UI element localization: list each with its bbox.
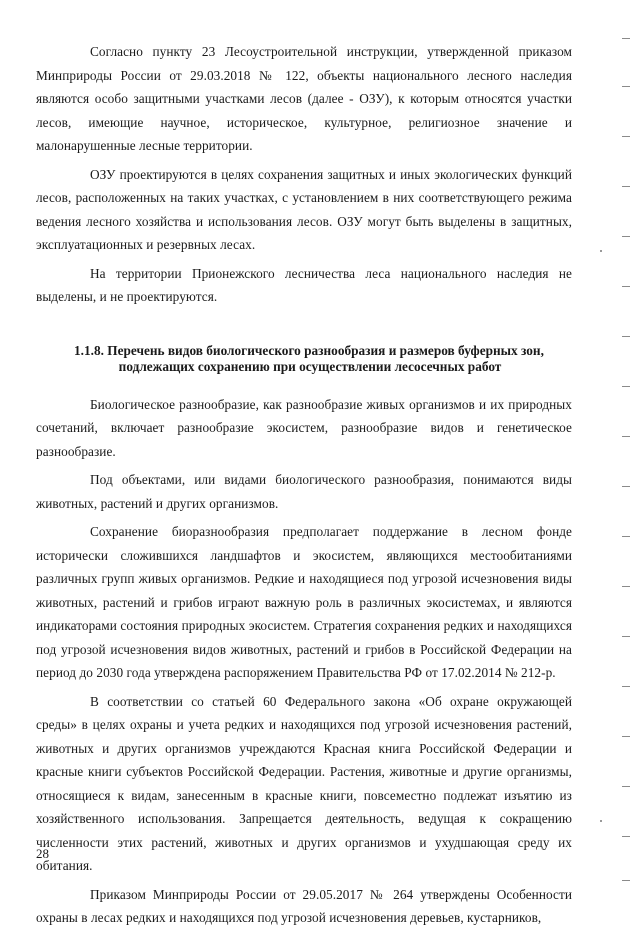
scan-edge-mark bbox=[622, 736, 630, 737]
page-number: 28 bbox=[36, 846, 49, 861]
scan-edge-mark bbox=[622, 286, 630, 287]
scan-edge-mark bbox=[622, 38, 630, 39]
document-body bbox=[36, 40, 572, 930]
scan-edge-mark bbox=[622, 86, 630, 87]
scan-edge-mark bbox=[622, 636, 630, 637]
section-heading-line2: подлежащих сохранению при осуществлении лесосечных работ bbox=[118, 358, 502, 374]
scan-speck bbox=[600, 250, 602, 252]
scan-edge-mark bbox=[622, 136, 630, 137]
section-heading-line1: 1.1.8. Перечень видов биологического разнообразия и размеров буферных зон, bbox=[74, 342, 544, 358]
scan-edge-mark bbox=[622, 880, 630, 881]
scan-edge-mark bbox=[622, 486, 630, 487]
scan-edge-mark bbox=[622, 386, 630, 387]
scan-speck bbox=[600, 820, 602, 822]
scan-edge-mark bbox=[622, 586, 630, 587]
section-heading bbox=[36, 343, 572, 375]
scan-edge-mark bbox=[622, 436, 630, 437]
scan-edge-mark bbox=[622, 836, 630, 837]
paragraph-prionezhsky: На территории Прионежского лесничества леса национального наследия не выделены, и не проектируются. bbox=[36, 265, 572, 304]
paragraph-order-264: Приказом Минприроды России от 29.05.2017 № 264 утверждены Особенности охраны в лесах редких и находящихся под угрозой исчезновения деревьев, кустарников, bbox=[36, 886, 572, 925]
paragraph-ozu-purpose: ОЗУ проектируются в целях сохранения защитных и иных экологических функций лесов, расположенных на таких участках, с установлением в них соответствующего режима ведения лесного хозяйства и использования лесов. ОЗУ могут быть выделены в защитных, эксплуатационных и резервных лесах. bbox=[36, 166, 572, 252]
scan-edge-mark bbox=[622, 236, 630, 237]
paragraph-biodiversity: Биологическое разнообразие, как разнообразие живых организмов и их природных сочетаний, включает разнообразие экосистем, разнообразие видов и генетическое разнообразие. bbox=[36, 396, 572, 459]
scan-edge-mark bbox=[622, 336, 630, 337]
paragraph-conservation: Сохранение биоразнообразия предполагает поддержание в лесном фонде исторически сложившихся ландшафтов и экосистем, являющихся местообитаниями различных групп живых организмов. Редкие и находящиеся под угрозой исчезновения виды животных, растений и грибов играют важную роль в различных экосистемах, и являются индикаторами состояния природных экосистем. Стратегия сохранения редких и находящихся под угрозой исчезновения видов животных, растений и грибов в Российской Федерации на период до 2030 года утверждена распоряжением Правительства РФ от 17.02.2014 № 212-р. bbox=[36, 524, 572, 680]
scan-edge-mark bbox=[622, 536, 630, 537]
paragraph-ozu-definition: Согласно пункту 23 Лесоустроительной инструкции, утвержденной приказом Минприроды России от 29.03.2018 № 122, объекты национального лесного наследия являются особо защитными участками лесов (далее - ОЗУ), к которым относятся участки лесов, имеющие научное, историческое, культурное, религиозное значение и малонарушенные лесные территории. bbox=[36, 44, 572, 153]
paragraph-federal-law: В соответствии со статьей 60 Федерального закона «Об охране окружающей среды» в целях охраны и учета редких и находящихся под угрозой исчезновения растений, животных и других организмов учреждаются Красная книга Российской Федерации и красные книги субъектов Российской Федерации. Растения, животные и другие организмы, относящиеся к видам, занесенным в красные книги, повсеместно подлежат изъятию из хозяйственного использования. Запрещается деятельность, ведущая к сокращению численности этих растений, животных и других организмов и ухудшающая среду их обитания. bbox=[36, 693, 572, 873]
scan-edge-mark bbox=[622, 186, 630, 187]
paragraph-objects: Под объектами, или видами биологического разнообразия, понимаются виды животных, растений и других организмов. bbox=[36, 472, 572, 511]
scan-edge-mark bbox=[622, 686, 630, 687]
scan-edge-mark bbox=[622, 786, 630, 787]
